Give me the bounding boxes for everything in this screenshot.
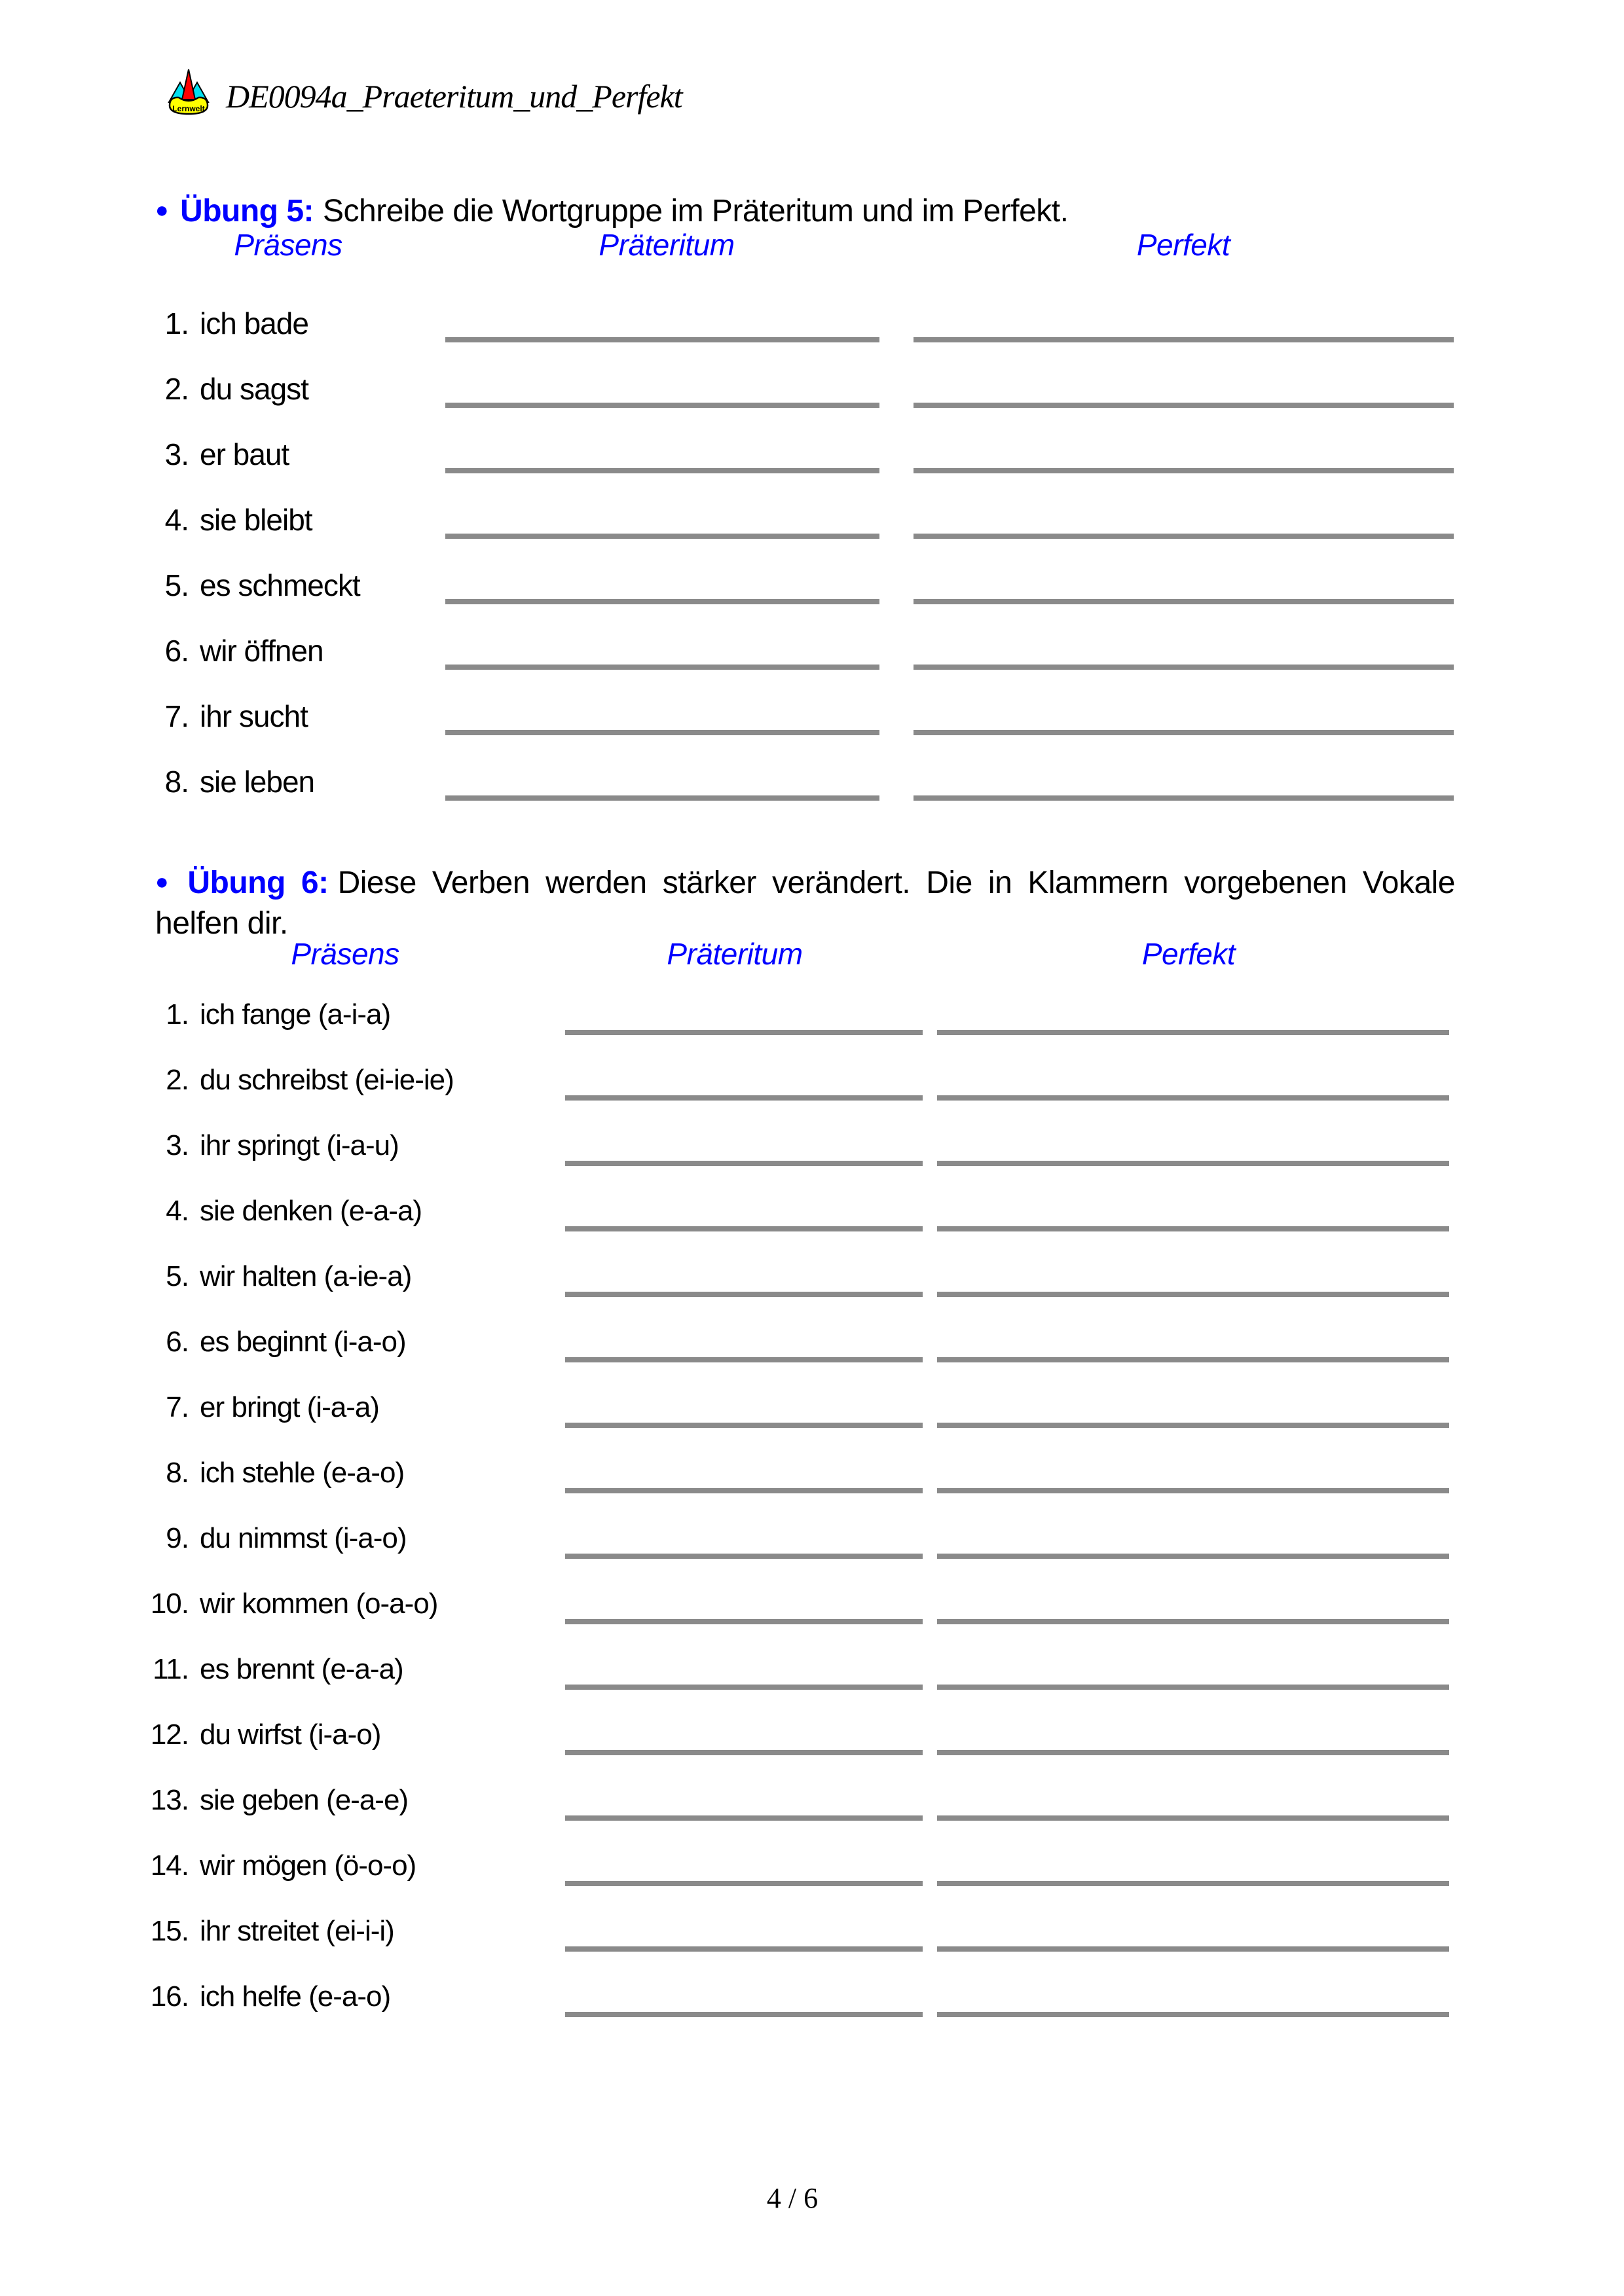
perfekt-answer-blank xyxy=(913,403,1454,408)
logo-text: Lernwelt xyxy=(172,104,205,113)
exercise-item-row xyxy=(0,1318,1624,1383)
praeteritum-answer-blank xyxy=(445,599,879,604)
praeteritum-answer-blank xyxy=(445,795,879,801)
exercise-item-row xyxy=(0,1449,1624,1514)
exercise-item-row xyxy=(0,1711,1624,1776)
item-verb-phrase: ihr streitet (ei-i-i) xyxy=(200,1915,394,1947)
item-praesens-text xyxy=(0,1195,422,1228)
item-praesens-text xyxy=(0,1064,454,1097)
item-number: 9. xyxy=(166,1522,189,1554)
item-praesens-text xyxy=(0,1391,379,1424)
item-verb-phrase: ihr sucht xyxy=(200,699,308,733)
exercise-item-row xyxy=(0,1842,1624,1907)
exercise-item-row xyxy=(0,1121,1624,1187)
item-praesens-text xyxy=(0,1260,411,1293)
praeteritum-answer-blank xyxy=(565,1750,923,1755)
item-verb-phrase: es schmeckt xyxy=(200,568,360,602)
item-number: 5. xyxy=(164,568,189,602)
praeteritum-answer-blank xyxy=(565,1881,923,1886)
perfekt-answer-blank xyxy=(937,1554,1449,1559)
item-praesens-text xyxy=(0,437,289,472)
exercise-item-row xyxy=(0,363,1624,429)
praeteritum-answer-blank xyxy=(565,1095,923,1101)
item-number: 4. xyxy=(164,503,189,537)
item-number: 15. xyxy=(150,1915,189,1947)
item-verb-phrase: er bringt (i-a-a) xyxy=(200,1391,379,1423)
bullet-icon: ● xyxy=(155,869,176,894)
item-praesens-text xyxy=(0,1719,380,1751)
perfekt-answer-blank xyxy=(937,1030,1449,1035)
perfekt-answer-blank xyxy=(913,665,1454,670)
item-praesens-text xyxy=(0,1653,403,1686)
item-verb-phrase: ihr springt (i-a-u) xyxy=(200,1129,399,1161)
item-number: 1. xyxy=(164,306,189,340)
praeteritum-answer-blank xyxy=(565,2012,923,2017)
praeteritum-answer-blank xyxy=(565,1488,923,1493)
item-praesens-text xyxy=(0,1457,404,1489)
exercise-item-row xyxy=(0,1907,1624,1973)
exercise6-label: Übung 6: xyxy=(187,866,329,900)
exercise-item-row xyxy=(0,1645,1624,1711)
praeteritum-answer-blank xyxy=(565,1226,923,1231)
item-number: 8. xyxy=(164,765,189,799)
item-verb-phrase: er baut xyxy=(200,437,289,471)
exercise6-heading xyxy=(155,862,1455,944)
column-header-praesens: Präsens xyxy=(234,228,342,262)
item-praesens-text xyxy=(0,1850,416,1882)
exercise-item-row xyxy=(0,1056,1624,1121)
item-number: 14. xyxy=(150,1850,189,1882)
perfekt-answer-blank xyxy=(937,1161,1449,1166)
item-verb-phrase: du sagst xyxy=(200,372,308,406)
item-verb-phrase: wir öffnen xyxy=(200,634,323,668)
perfekt-answer-blank xyxy=(937,1619,1449,1624)
item-verb-phrase: sie geben (e-a-e) xyxy=(200,1784,409,1816)
perfekt-answer-blank xyxy=(913,468,1454,473)
perfekt-answer-blank xyxy=(937,1357,1449,1362)
exercise-item-row xyxy=(0,429,1624,494)
item-praesens-text xyxy=(0,1326,406,1358)
exercise-item-row xyxy=(0,1580,1624,1645)
perfekt-answer-blank xyxy=(913,730,1454,735)
item-praesens-text xyxy=(0,1588,437,1620)
praeteritum-answer-blank xyxy=(445,534,879,539)
exercise-item-row xyxy=(0,1252,1624,1318)
perfekt-answer-blank xyxy=(913,795,1454,801)
praeteritum-answer-blank xyxy=(565,1357,923,1362)
page-number: 4 / 6 xyxy=(766,2182,819,2214)
item-praesens-text xyxy=(0,1522,407,1555)
item-verb-phrase: du schreibst (ei-ie-ie) xyxy=(200,1064,454,1096)
item-number: 13. xyxy=(150,1784,189,1816)
exercise-item-row xyxy=(0,991,1624,1056)
exercise-item-row xyxy=(0,1776,1624,1842)
item-praesens-text xyxy=(0,699,308,734)
praeteritum-answer-blank xyxy=(445,730,879,735)
exercise-item-row xyxy=(0,691,1624,756)
item-number: 7. xyxy=(164,699,189,733)
bullet-icon: ● xyxy=(155,198,169,223)
praeteritum-answer-blank xyxy=(445,665,879,670)
item-verb-phrase: es beginnt (i-a-o) xyxy=(200,1326,406,1358)
item-number: 4. xyxy=(166,1195,189,1227)
item-number: 2. xyxy=(164,372,189,406)
perfekt-answer-blank xyxy=(937,2012,1449,2017)
item-verb-phrase: du wirfst (i-a-o) xyxy=(200,1719,381,1751)
exercise-item-row xyxy=(0,756,1624,822)
perfekt-answer-blank xyxy=(937,1750,1449,1755)
perfekt-answer-blank xyxy=(937,1815,1449,1821)
item-praesens-text xyxy=(0,371,308,407)
praeteritum-answer-blank xyxy=(565,1815,923,1821)
praeteritum-answer-blank xyxy=(565,1554,923,1559)
exercise6-instruction: Diese Verben werden stärker verändert. Die in Klammern vorgebenen Vokale helfen dir. xyxy=(155,866,1455,941)
perfekt-answer-blank xyxy=(937,1292,1449,1297)
lernwelt-logo xyxy=(168,68,210,119)
exercise-item-row xyxy=(0,625,1624,691)
exercise5-label: Übung 5: xyxy=(180,194,314,228)
item-verb-phrase: es brennt (e-a-a) xyxy=(200,1653,403,1685)
exercise-item-row xyxy=(0,1187,1624,1252)
item-verb-phrase: du nimmst (i-a-o) xyxy=(200,1522,407,1554)
perfekt-answer-blank xyxy=(913,337,1454,342)
item-number: 11. xyxy=(153,1653,189,1685)
exercise-item-row xyxy=(0,560,1624,625)
item-verb-phrase: ich fange (a-i-a) xyxy=(200,998,391,1030)
perfekt-answer-blank xyxy=(913,534,1454,539)
item-number: 6. xyxy=(164,634,189,668)
item-praesens-text xyxy=(0,998,390,1031)
item-verb-phrase: wir kommen (o-a-o) xyxy=(200,1588,438,1620)
exercise-item-row xyxy=(0,1383,1624,1449)
item-praesens-text xyxy=(0,1980,390,2013)
item-praesens-text xyxy=(0,633,323,668)
item-number: 10. xyxy=(150,1588,189,1620)
item-number: 12. xyxy=(150,1719,189,1751)
perfekt-answer-blank xyxy=(937,1423,1449,1428)
column-header-perfekt: Perfekt xyxy=(1136,228,1230,262)
exercise-item-row xyxy=(0,494,1624,560)
exercise5-heading xyxy=(155,190,1455,232)
praeteritum-answer-blank xyxy=(445,468,879,473)
item-verb-phrase: sie bleibt xyxy=(200,503,312,537)
item-number: 2. xyxy=(166,1064,189,1096)
exercise5-instruction: Schreibe die Wortgruppe im Präteritum und im Perfekt. xyxy=(323,194,1069,228)
item-verb-phrase: ich stehle (e-a-o) xyxy=(200,1457,405,1489)
perfekt-answer-blank xyxy=(937,1881,1449,1886)
column-header-perfekt: Perfekt xyxy=(1141,937,1236,971)
item-verb-phrase: sie denken (e-a-a) xyxy=(200,1195,422,1227)
praeteritum-answer-blank xyxy=(565,1292,923,1297)
item-verb-phrase: wir halten (a-ie-a) xyxy=(200,1260,412,1292)
praeteritum-answer-blank xyxy=(565,1030,923,1035)
exercise-item-row xyxy=(0,298,1624,363)
item-praesens-text xyxy=(0,568,360,603)
column-header-praesens: Präsens xyxy=(291,937,399,971)
item-number: 8. xyxy=(166,1457,189,1489)
column-header-praeteritum: Präteritum xyxy=(599,228,735,262)
praeteritum-answer-blank xyxy=(565,1161,923,1166)
item-number: 1. xyxy=(166,998,189,1030)
praeteritum-answer-blank xyxy=(565,1946,923,1952)
perfekt-answer-blank xyxy=(937,1095,1449,1101)
item-verb-phrase: ich helfe (e-a-o) xyxy=(200,1980,391,2013)
item-praesens-text xyxy=(0,1915,394,1948)
item-verb-phrase: sie leben xyxy=(200,765,315,799)
praeteritum-answer-blank xyxy=(565,1423,923,1428)
praeteritum-answer-blank xyxy=(565,1685,923,1690)
item-number: 7. xyxy=(166,1391,189,1423)
perfekt-answer-blank xyxy=(937,1685,1449,1690)
praeteritum-answer-blank xyxy=(445,337,879,342)
item-number: 16. xyxy=(150,1980,189,2013)
item-number: 5. xyxy=(166,1260,189,1292)
item-praesens-text xyxy=(0,1784,408,1817)
item-praesens-text xyxy=(0,1129,399,1162)
perfekt-answer-blank xyxy=(937,1488,1449,1493)
item-praesens-text xyxy=(0,764,314,799)
item-number: 3. xyxy=(164,437,189,471)
exercise6-rows xyxy=(0,991,1624,2038)
item-praesens-text xyxy=(0,502,312,538)
exercise-item-row xyxy=(0,1514,1624,1580)
exercise-item-row xyxy=(0,1973,1624,2038)
item-praesens-text xyxy=(0,306,308,341)
perfekt-answer-blank xyxy=(937,1226,1449,1231)
perfekt-answer-blank xyxy=(913,599,1454,604)
document-title: DE0094a_Praeteritum_und_Perfekt xyxy=(226,78,682,115)
item-number: 6. xyxy=(166,1326,189,1358)
exercise5-rows xyxy=(0,298,1624,822)
item-verb-phrase: ich bade xyxy=(200,306,308,340)
column-header-praeteritum: Präteritum xyxy=(667,937,803,971)
praeteritum-answer-blank xyxy=(445,403,879,408)
praeteritum-answer-blank xyxy=(565,1619,923,1624)
item-number: 3. xyxy=(166,1129,189,1161)
item-verb-phrase: wir mögen (ö-o-o) xyxy=(200,1850,416,1882)
perfekt-answer-blank xyxy=(937,1946,1449,1952)
